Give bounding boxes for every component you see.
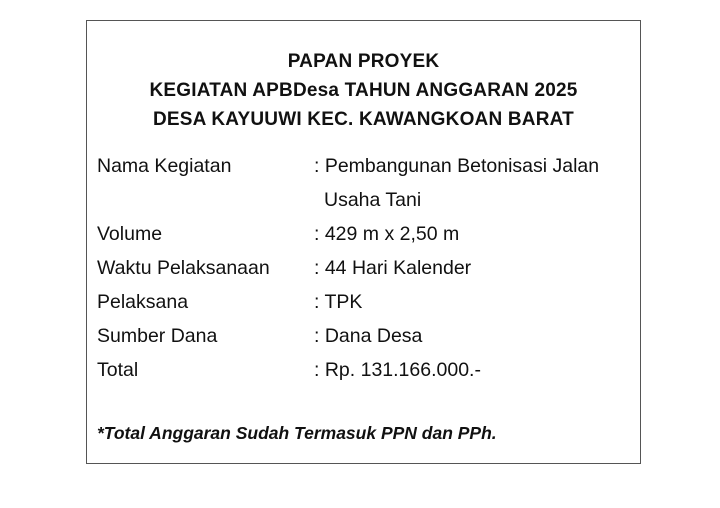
detail-row-waktu-pelaksanaan (97, 251, 632, 285)
board-subtitle-activity: KEGIATAN APBDesa TAHUN ANGGARAN 2025 (149, 80, 578, 101)
detail-value: : 429 m x 2,50 m (314, 223, 460, 245)
detail-value: : 44 Hari Kalender (314, 257, 472, 279)
detail-row-total (97, 353, 632, 387)
detail-row-pelaksana (97, 285, 632, 319)
detail-label: Total (97, 359, 139, 381)
detail-label: Sumber Dana (97, 325, 218, 347)
detail-label: Volume (97, 223, 163, 245)
board-title: PAPAN PROYEK (287, 51, 440, 72)
board-header (87, 47, 640, 134)
detail-label: Nama Kegiatan (97, 155, 232, 177)
detail-row-sumber-dana (97, 319, 632, 353)
detail-label: Waktu Pelaksanaan (97, 257, 270, 279)
detail-value (314, 149, 632, 217)
detail-value: : Rp. 131.166.000.- (314, 359, 481, 381)
detail-value-line: : Pembangunan Betonisasi Jalan (314, 155, 600, 177)
board-subtitle-village: DESA KAYUUWI KEC. KAWANGKOAN BARAT (153, 109, 574, 130)
project-details (97, 149, 632, 387)
project-board (86, 20, 641, 464)
detail-value-continuation: Usaha Tani (324, 189, 422, 211)
detail-value: : TPK (314, 291, 363, 313)
budget-note: *Total Anggaran Sudah Termasuk PPN dan PPh. (97, 423, 497, 443)
detail-label: Pelaksana (97, 291, 189, 313)
detail-row-volume (97, 217, 632, 251)
detail-row-nama-kegiatan (97, 149, 632, 217)
detail-value: : Dana Desa (314, 325, 423, 347)
